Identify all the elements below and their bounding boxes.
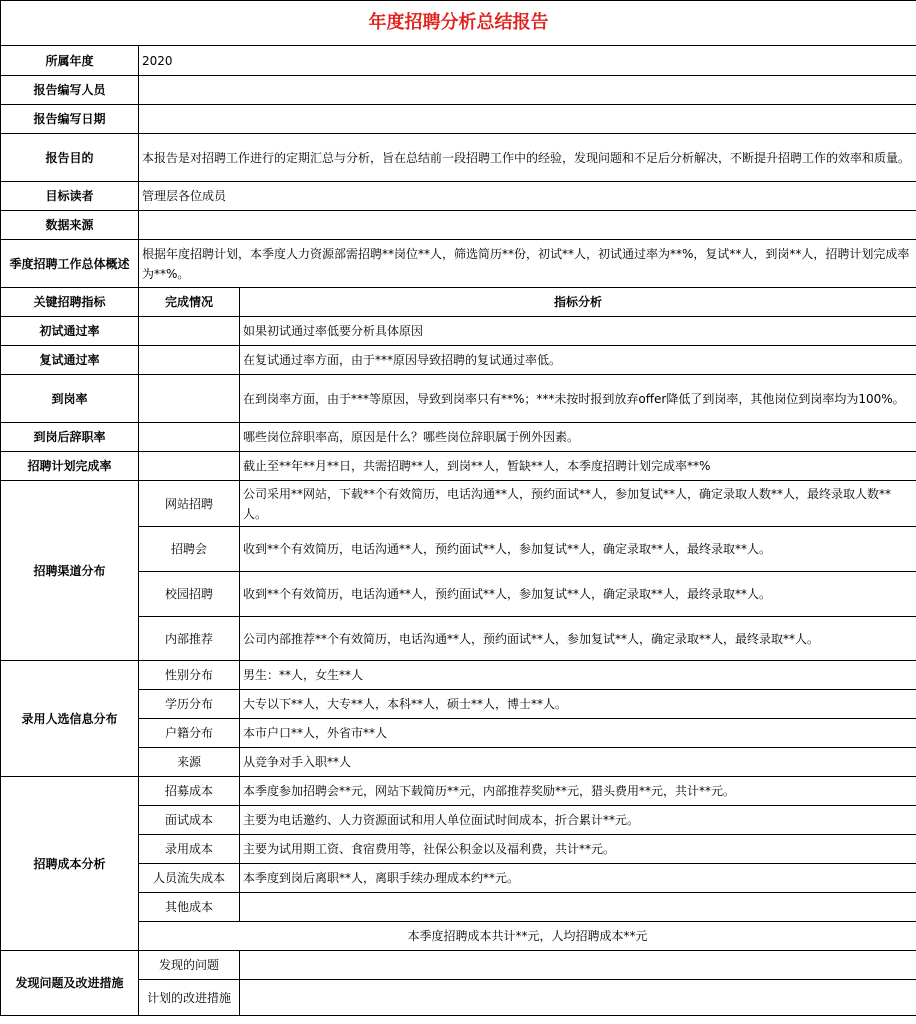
issue-item-name: 计划的改进措施: [139, 980, 240, 1016]
channel-name: 网站招聘: [139, 481, 240, 527]
channels-label: 招聘渠道分布: [1, 481, 139, 661]
year-label: 所属年度: [1, 46, 139, 76]
cost-item-detail: 主要为试用期工资、食宿费用等，社保公积金以及福利费，共计**元。: [240, 835, 916, 864]
kpi-name: 招聘计划完成率: [1, 452, 139, 481]
channel-name: 内部推荐: [139, 617, 240, 661]
hires-label: 录用人选信息分布: [1, 661, 139, 777]
hire-info-detail: 大专以下**人，大专**人，本科**人，硕士**人，博士**人。: [240, 690, 916, 719]
kpi-header-analysis: 指标分析: [240, 288, 916, 317]
readers-label: 目标读者: [1, 182, 139, 211]
kpi-name: 初试通过率: [1, 317, 139, 346]
kpi-name: 复试通过率: [1, 346, 139, 375]
kpi-analysis: 在到岗率方面，由于***等原因，导致到岗率只有**%；***未按时报到放弃offer降低了到岗率，其他岗位到岗率均为100%。: [240, 375, 916, 423]
date-value: [139, 105, 916, 134]
hire-info-detail: 本市户口**人，外省市**人: [240, 719, 916, 748]
hire-info-detail: 从竞争对手入职**人: [240, 748, 916, 777]
cost-item-name: 其他成本: [139, 893, 240, 922]
kpi-header-indicator: 关键招聘指标: [1, 288, 139, 317]
kpi-name: 到岗率: [1, 375, 139, 423]
kpi-status: [139, 452, 240, 481]
cost-item-name: 面试成本: [139, 806, 240, 835]
cost-item-detail: [240, 893, 916, 922]
kpi-name: 到岗后辞职率: [1, 423, 139, 452]
hire-info-name: 来源: [139, 748, 240, 777]
kpi-header-status: 完成情况: [139, 288, 240, 317]
kpi-status: [139, 346, 240, 375]
author-value: [139, 76, 916, 105]
hire-info-detail: 男生：**人，女生**人: [240, 661, 916, 690]
cost-item-name: 招募成本: [139, 777, 240, 806]
kpi-analysis: 截止至**年**月**日，共需招聘**人，到岗**人，暂缺**人，本季度招聘计划完成率**%: [240, 452, 916, 481]
author-label: 报告编写人员: [1, 76, 139, 105]
issue-item-detail: [240, 951, 916, 980]
kpi-analysis: 如果初试通过率低要分析具体原因: [240, 317, 916, 346]
source-label: 数据来源: [1, 211, 139, 240]
kpi-status: [139, 423, 240, 452]
cost-item-name: 录用成本: [139, 835, 240, 864]
channel-name: 校园招聘: [139, 572, 240, 617]
channel-detail: 公司内部推荐**个有效简历，电话沟通**人，预约面试**人，参加复试**人，确定录取**人，最终录取**人。: [240, 617, 916, 661]
cost-item-detail: 主要为电话邀约、人力资源面试和用人单位面试时间成本，折合累计**元。: [240, 806, 916, 835]
kpi-analysis: 哪些岗位辞职率高，原因是什么？哪些岗位辞职属于例外因素。: [240, 423, 916, 452]
readers-value: 管理层各位成员: [139, 182, 916, 211]
purpose-value: 本报告是对招聘工作进行的定期汇总与分析，旨在总结前一段招聘工作中的经验，发现问题和不足后分析解决，不断提升招聘工作的效率和质量。: [139, 134, 916, 182]
kpi-status: [139, 375, 240, 423]
issues-label: 发现问题及改进措施: [1, 951, 139, 1016]
purpose-label: 报告目的: [1, 134, 139, 182]
hire-info-name: 学历分布: [139, 690, 240, 719]
cost-item-detail: 本季度参加招聘会**元，网站下载简历**元，内部推荐奖励**元，猎头费用**元，共计**元。: [240, 777, 916, 806]
channel-detail: 收到**个有效简历，电话沟通**人，预约面试**人，参加复试**人，确定录取**人，最终录取**人。: [240, 527, 916, 572]
cost-item-name: 人员流失成本: [139, 864, 240, 893]
source-value: [139, 211, 916, 240]
cost-item-detail: 本季度到岗后离职**人，离职手续办理成本约**元。: [240, 864, 916, 893]
year-value: 2020: [139, 46, 916, 76]
hire-info-name: 性别分布: [139, 661, 240, 690]
channel-detail: 收到**个有效简历，电话沟通**人，预约面试**人，参加复试**人，确定录取**人，最终录取**人。: [240, 572, 916, 617]
issue-item-name: 发现的问题: [139, 951, 240, 980]
hire-info-name: 户籍分布: [139, 719, 240, 748]
channel-name: 招聘会: [139, 527, 240, 572]
kpi-analysis: 在复试通过率方面，由于***原因导致招聘的复试通过率低。: [240, 346, 916, 375]
cost-summary: 本季度招聘成本共计**元，人均招聘成本**元: [139, 922, 916, 951]
kpi-status: [139, 317, 240, 346]
issue-item-detail: [240, 980, 916, 1016]
channel-detail: 公司采用**网站，下载**个有效简历，电话沟通**人，预约面试**人，参加复试**人，确定录取人数**人，最终录取人数**人。: [240, 481, 916, 527]
cost-label: 招聘成本分析: [1, 777, 139, 951]
overview-value: 根据年度招聘计划，本季度人力资源部需招聘**岗位**人，筛选简历**份，初试**人，初试通过率为**%，复试**人，到岗**人，招聘计划完成率为**%。: [139, 240, 916, 288]
date-label: 报告编写日期: [1, 105, 139, 134]
overview-label: 季度招聘工作总体概述: [1, 240, 139, 288]
report-title: 年度招聘分析总结报告: [1, 1, 916, 46]
